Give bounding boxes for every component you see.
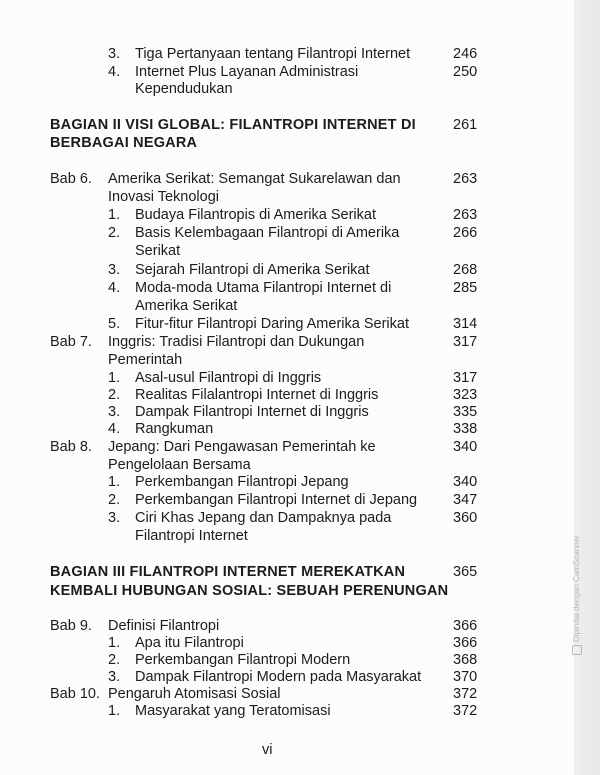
entry-prefix: 1. [108, 370, 121, 386]
chapter-title: Inggris: Tradisi Filantropi dan Dukungan [108, 334, 365, 350]
entry-prefix: 1. [108, 207, 121, 223]
entry-page: 372 [453, 686, 478, 702]
entry-prefix: 5. [108, 316, 121, 332]
entry-page: 317 [453, 334, 478, 350]
entry-title: Dampak Filantropi Modern pada Masyarakat [135, 669, 422, 685]
entry-prefix: 2. [108, 387, 121, 403]
entry-title: Serikat [135, 243, 181, 259]
entry-title: Perkembangan Filantropi Modern [135, 652, 351, 668]
chapter-title: Inovasi Teknologi [108, 189, 219, 205]
entry-page: 368 [453, 652, 478, 668]
entry-title: Perkembangan Filantropi Internet di Jepang [135, 492, 418, 508]
entry-title: Tiga Pertanyaan tentang Filantropi Internet [135, 46, 411, 62]
entry-prefix: 3. [108, 669, 121, 685]
entry-page: 370 [453, 669, 478, 685]
chapter-title: Pemerintah [108, 352, 183, 368]
entry-page: 365 [453, 564, 478, 580]
entry-page: 317 [453, 370, 478, 386]
chapter-title: Pengaruh Atomisasi Sosial [108, 686, 281, 702]
entry-prefix: 4. [108, 64, 121, 80]
entry-title: Kependudukan [135, 81, 233, 97]
chapter-title: Definisi Filantropi [108, 618, 220, 634]
entry-page: 347 [453, 492, 478, 508]
entry-title: Apa itu Filantropi [135, 635, 244, 651]
chapter-title: Amerika Serikat: Semangat Sukarelawan dan [108, 171, 401, 187]
entry-page: 372 [453, 703, 478, 719]
entry-page: 285 [453, 280, 478, 296]
entry-page: 261 [453, 117, 478, 133]
entry-page: 323 [453, 387, 478, 403]
entry-prefix: 3. [108, 404, 121, 420]
scanner-watermark [572, 535, 586, 655]
section-heading: BERBAGAI NEGARA [50, 135, 198, 151]
chapter-label: Bab 7. [50, 334, 92, 350]
watermark-text: Dipindai dengan CamScanner [572, 535, 582, 642]
camscanner-icon [572, 645, 582, 655]
entry-page: 268 [453, 262, 478, 278]
entry-title: Budaya Filantropis di Amerika Serikat [135, 207, 376, 223]
entry-prefix: 3. [108, 46, 121, 62]
entry-prefix: 2. [108, 652, 121, 668]
entry-title: Perkembangan Filantropi Jepang [135, 474, 349, 490]
entry-page: 250 [453, 64, 478, 80]
entry-prefix: 4. [108, 421, 121, 437]
entry-page: 263 [453, 207, 478, 223]
entry-page: 263 [453, 171, 478, 187]
entry-prefix: 1. [108, 703, 121, 719]
entry-page: 246 [453, 46, 478, 62]
entry-page: 340 [453, 474, 478, 490]
page-number: vi [262, 742, 273, 758]
entry-page: 366 [453, 635, 478, 651]
section-heading: KEMBALI HUBUNGAN SOSIAL: SEBUAH PERENUNGAN [50, 583, 449, 599]
entry-title: Rangkuman [135, 421, 214, 437]
entry-title: Filantropi Internet [135, 528, 248, 544]
entry-title: Realitas Filalantropi Internet di Inggris [135, 387, 379, 403]
entry-prefix: 1. [108, 474, 121, 490]
entry-title: Basis Kelembagaan Filantropi di Amerika [135, 225, 400, 241]
entry-prefix: 2. [108, 492, 121, 508]
entry-page: 360 [453, 510, 478, 526]
entry-page: 335 [453, 404, 478, 420]
entry-title: Internet Plus Layanan Administrasi [135, 64, 359, 80]
section-heading: BAGIAN II VISI GLOBAL: FILANTROPI INTERNET DI [50, 117, 416, 133]
entry-title: Masyarakat yang Teratomisasi [135, 703, 331, 719]
entry-page: 314 [453, 316, 478, 332]
entry-title: Moda-moda Utama Filantropi Internet di [135, 280, 392, 296]
entry-page: 338 [453, 421, 478, 437]
entry-prefix: 4. [108, 280, 121, 296]
entry-page: 266 [453, 225, 478, 241]
entry-prefix: 3. [108, 262, 121, 278]
chapter-title: Jepang: Dari Pengawasan Pemerintah ke [108, 439, 376, 455]
chapter-label: Bab 6. [50, 171, 92, 187]
entry-prefix: 3. [108, 510, 121, 526]
section-heading: BAGIAN III FILANTROPI INTERNET MEREKATKAN [50, 564, 406, 580]
entry-title: Fitur-fitur Filantropi Daring Amerika Serikat [135, 316, 409, 332]
entry-page: 340 [453, 439, 478, 455]
entry-prefix: 2. [108, 225, 121, 241]
entry-title: Asal-usul Filantropi di Inggris [135, 370, 322, 386]
chapter-label: Bab 9. [50, 618, 92, 634]
chapter-label: Bab 10. [50, 686, 100, 702]
entry-prefix: 1. [108, 635, 121, 651]
chapter-label: Bab 8. [50, 439, 92, 455]
scan-edge [574, 0, 600, 775]
entry-title: Amerika Serikat [135, 298, 238, 314]
entry-title: Dampak Filantropi Internet di Inggris [135, 404, 369, 420]
chapter-title: Pengelolaan Bersama [108, 457, 251, 473]
entry-title: Sejarah Filantropi di Amerika Serikat [135, 262, 370, 278]
entry-page: 366 [453, 618, 478, 634]
entry-title: Ciri Khas Jepang dan Dampaknya pada [135, 510, 392, 526]
